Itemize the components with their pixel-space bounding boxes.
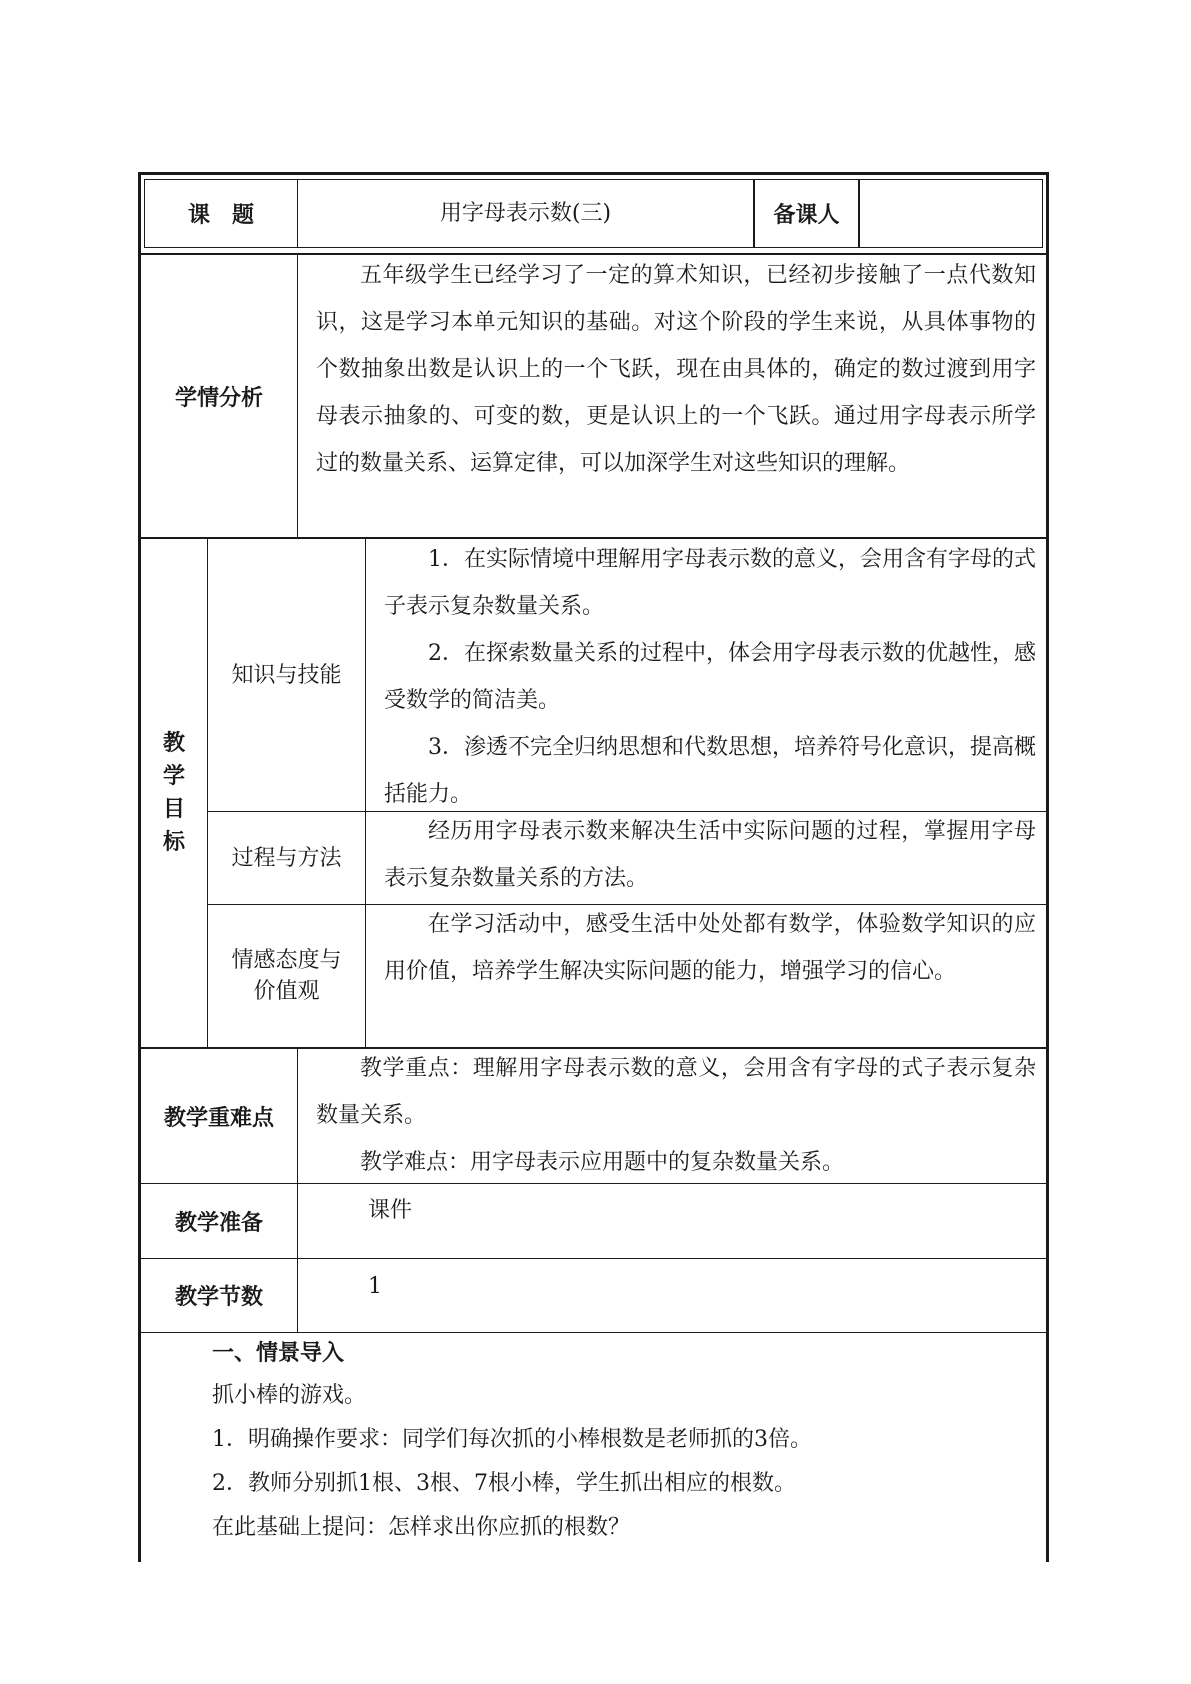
periods-value: 1 [368,1274,382,1299]
student-analysis-cell [316,252,1036,537]
key-points-label: 教学重难点 [163,1105,274,1131]
preparation-value: 课件 [368,1198,413,1223]
section-line: 在此基础上提问：怎样求出你应抓的根数？ [212,1515,631,1540]
emotion-label [208,905,365,1047]
process-text: 经历用字母表示数来解决生活中实际问题的过程，掌握用字母表示复杂数量关系的方法。 [384,819,1036,891]
header-inner-right [1042,179,1043,248]
header-bottom-border [144,247,1043,248]
row6-bottom [138,1332,1049,1333]
emotion-cell [384,901,1036,1047]
emotion-label-line: 价值观 [253,979,320,1004]
section-line: 抓小棒的游戏。 [212,1383,367,1408]
emotion-label-line: 情感态度与 [231,948,342,973]
objectives-label [141,539,207,1047]
knowledge-cell [384,536,1036,811]
knowledge-item: 1．在实际情境中理解用字母表示数的意义，会用含有字母的式子表示复杂数量关系。 [384,547,1036,619]
key-point-focus: 教学重点：理解用字母表示数的意义，会用含有字母的式子表示复杂数量关系。 [316,1056,1036,1128]
table-border-top [138,172,1049,175]
objectives-label-char: 教 [162,731,185,756]
knowledge-item: 3．渗透不完全归纳思想和代数思想，培养符号化意识，提高概括能力。 [384,735,1036,807]
key-point-difficulty: 教学难点：用字母表示应用题中的复杂数量关系。 [360,1150,845,1175]
lower-divider [297,1049,298,1333]
knowledge-label: 知识与技能 [231,662,342,688]
section-line: 2．教师分别抓1根、3根、7根小棒，学生抓出相应的根数。 [212,1471,796,1496]
objectives-label-char: 标 [162,830,185,855]
preparation-label: 教学准备 [174,1210,263,1236]
analysis-divider [297,255,298,538]
objectives-label-char: 目 [162,797,185,822]
preparer-value [860,180,1042,247]
process-section [212,1334,1032,1560]
section-line: 1．明确操作要求：同学们每次抓的小棒根数是老师抓的3倍。 [212,1427,812,1452]
topic-label: 课 题 [187,203,254,228]
key-points-cell [316,1045,1036,1183]
knowledge-item: 2．在探索数量关系的过程中，体会用字母表示数的优越性，感受数学的简洁美。 [384,641,1036,713]
emotion-text: 在学习活动中，感受生活中处处都有数学，体验数学知识的应用价值，培养学生解决实际问题的能力，增强学习的信心。 [384,912,1036,984]
objectives-label-char: 学 [162,764,185,789]
preparer-label: 备课人 [773,203,840,228]
student-analysis-text: 五年级学生已经学习了一定的算术知识，已经初步接触了一点代数知识，这是学习本单元知识的基础。对这个阶段的学生来说，从具体事物的个数抽象出数是认识上的一个飞跃，现在由具体的，确定的数过渡到用字母表示抽象的、可变的数，更是认识上的一个飞跃。通过用字母表示所学过的数量关系、运算定律，可以加深学生对这些知识的理解。 [316,263,1036,476]
objectives-divider-2 [365,539,366,1048]
periods-label: 教学节数 [174,1285,263,1310]
process-cell [384,808,1036,904]
table-border-right [1046,172,1049,1562]
topic-value: 用字母表示数(三) [439,201,612,226]
process-label: 过程与方法 [231,845,342,871]
section-heading: 一、情景导入 [212,1341,345,1366]
student-analysis-label: 学情分析 [174,385,263,411]
